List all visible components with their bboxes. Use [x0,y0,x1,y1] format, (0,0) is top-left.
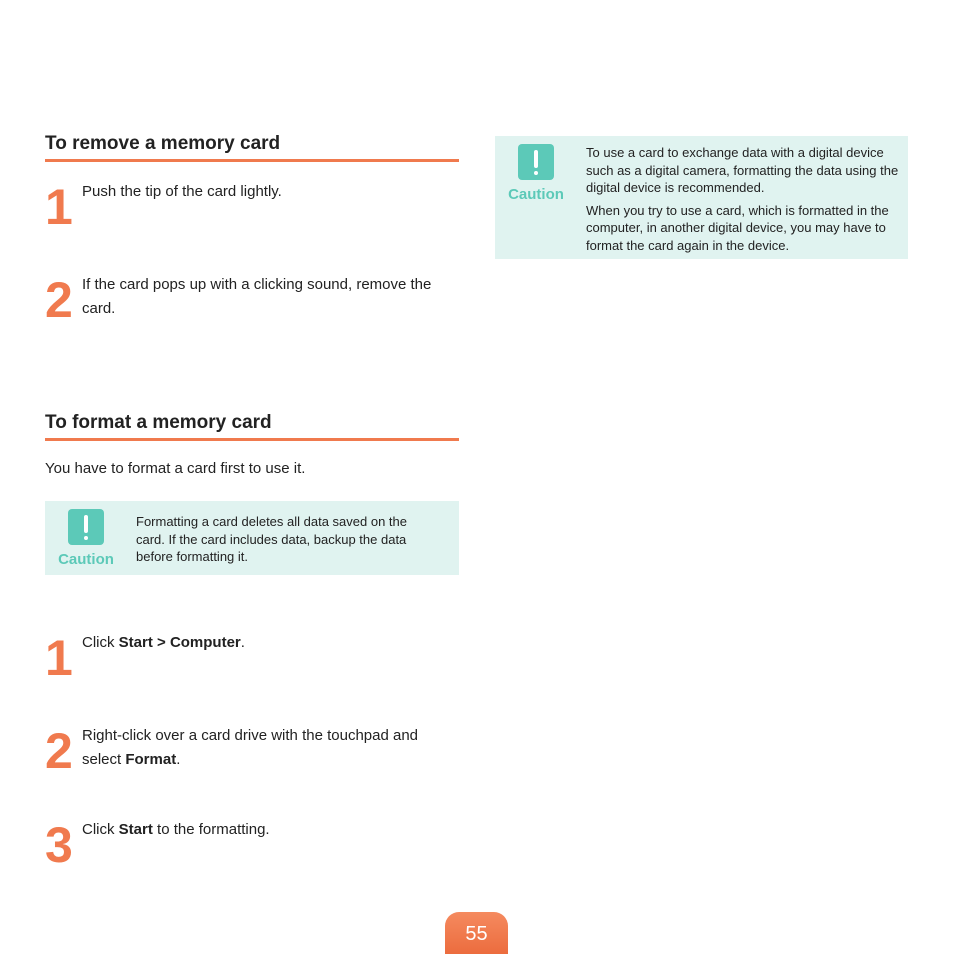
remove-step-1-number: 1 [45,179,73,235]
format-step-2-number: 2 [45,723,73,779]
exclamation-icon [68,509,104,545]
page-number: 55 [445,912,508,954]
remove-heading: To remove a memory card [45,133,459,162]
exclamation-icon [518,144,554,180]
remove-step-2-text: If the card pops up with a clicking sound, remove the card. [82,276,432,317]
right-caution-paragraph-1: To use a card to exchange data with a digital device such as a digital camera, formatting the data using the digital device is recommended. [586,145,899,195]
right-caution-text [586,144,902,259]
format-step-1-number: 1 [45,630,73,686]
format-step-2-text: Right-click over a card drive with the touchpad and select Format. [82,727,419,768]
format-caution-text: Formatting a card deletes all data saved on the card. If the card includes data, backup the data before formatting it. [136,514,407,564]
format-intro: You have to format a card first to use it. [45,460,306,477]
caution-label: Caution [58,551,114,568]
right-caution-box [495,136,908,259]
format-step-3-text: Click Start to the formatting. [82,821,270,838]
format-caution-box [45,501,459,575]
format-heading: To format a memory card [45,412,459,441]
right-caution-paragraph-2: When you try to use a card, which is formatted in the computer, in another digital device, you may have to format the card again in the device. [586,202,889,253]
caution-label: Caution [508,186,564,203]
format-step-1-text: Click Start > Computer. [82,634,245,651]
remove-step-1-text: Push the tip of the card lightly. [82,183,282,200]
remove-step-2-number: 2 [45,272,73,328]
format-step-3-number: 3 [45,817,73,873]
